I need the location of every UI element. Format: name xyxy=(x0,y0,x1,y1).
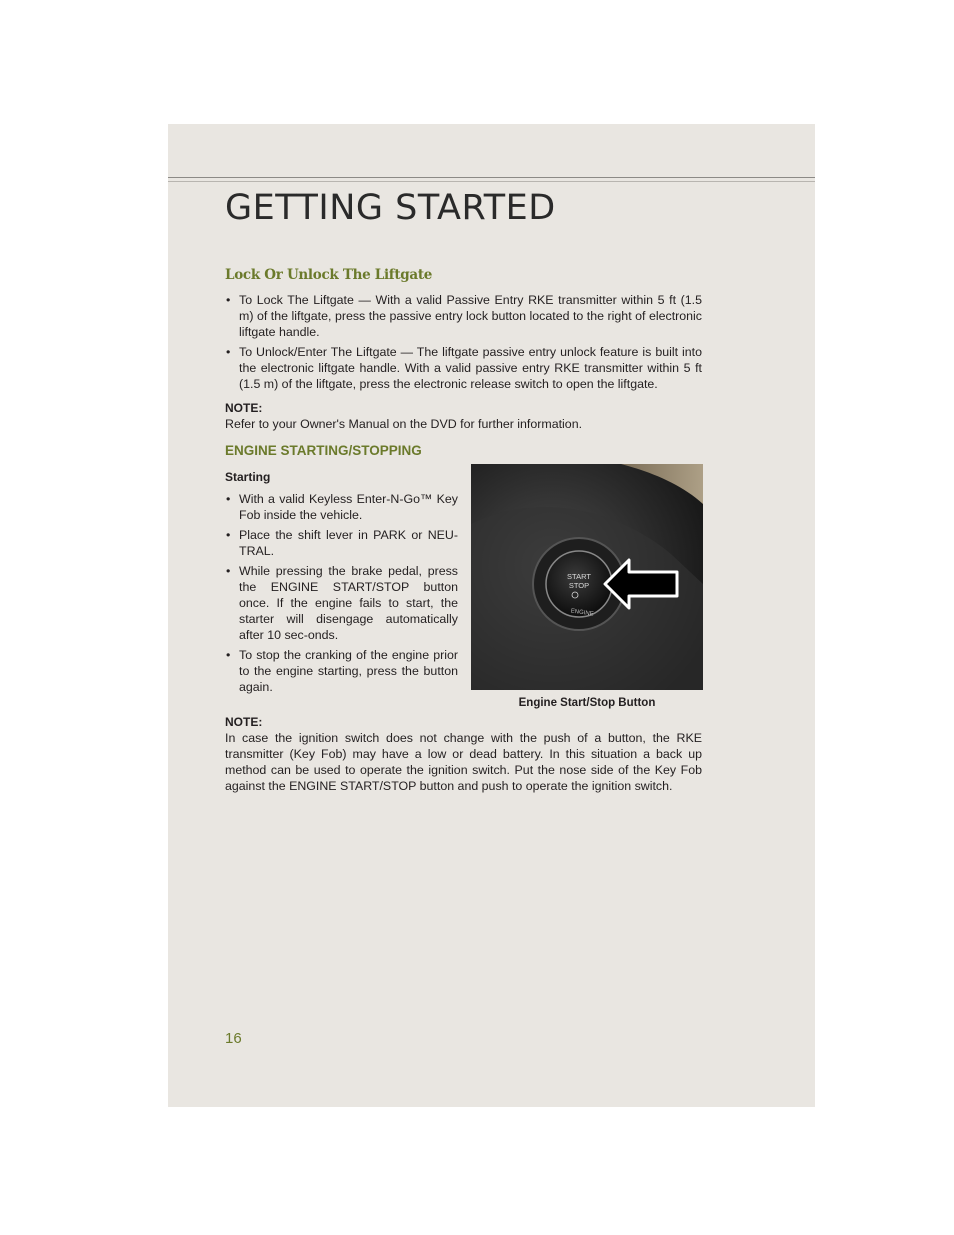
button-label-start: START xyxy=(567,572,591,581)
list-item: • With a valid Keyless Enter-N-Go™ Key Fob inside the vehicle. xyxy=(225,491,458,523)
header-rule-secondary xyxy=(168,181,815,182)
page-content xyxy=(225,264,702,794)
engine-button-figure xyxy=(471,464,703,711)
starting-block xyxy=(225,469,702,717)
header-rule xyxy=(168,177,815,178)
starting-bullet-list xyxy=(225,491,458,695)
engine-start-stop-photo xyxy=(471,464,703,690)
starting-column xyxy=(225,469,458,699)
figure-caption: Engine Start/Stop Button xyxy=(518,697,656,709)
note-text: Refer to your Owner's Manual on the DVD for further information. xyxy=(225,417,583,431)
chapter-title: GETTING STARTED xyxy=(225,188,556,228)
button-label-engine: ENGINE xyxy=(570,608,594,618)
manual-page xyxy=(168,124,815,1107)
list-item: • To stop the cranking of the engine prior to the engine starting, press the button again. xyxy=(225,647,458,695)
note-label: NOTE: xyxy=(225,715,263,729)
page-number: 16 xyxy=(225,1030,242,1047)
starting-subheading: Starting xyxy=(225,470,271,484)
list-item: • To Lock The Liftgate — With a valid Passive Entry RKE transmitter within 5 ft (1.5 m) of the liftgate, press the passive entry lock button located to the right of electronic liftgate handle. xyxy=(225,292,702,340)
list-item: • While pressing the brake pedal, press the ENGINE START/STOP button once. If the engine fails to start, the starter will disengage automatically after 10 sec-onds. xyxy=(225,563,458,643)
liftgate-bullet-list xyxy=(225,292,702,392)
button-label-stop: STOP xyxy=(568,581,590,590)
note-label: NOTE: xyxy=(225,401,263,415)
list-item: • Place the shift lever in PARK or NEU-TRAL. xyxy=(225,527,458,559)
engine-section-heading: ENGINE STARTING/STOPPING xyxy=(225,443,422,458)
liftgate-heading: Lock Or Unlock The Liftgate xyxy=(225,267,433,283)
list-item: • To Unlock/Enter The Liftgate — The liftgate passive entry unlock feature is built into the electronic liftgate handle. With a valid passive entry RKE transmitter within 5 ft (1.5 m) of the liftgate, press the electronic release switch to open the liftgate. xyxy=(225,344,702,392)
note-text: In case the ignition switch does not change with the push of a button, the RKE transmitter (Key Fob) may have a low or dead battery. In this situation a back up method can be used to operate the ignition switch. Put the nose side of the Key Fob against the ENGINE START/STOP button and push to operate the ignition switch. xyxy=(225,731,702,793)
